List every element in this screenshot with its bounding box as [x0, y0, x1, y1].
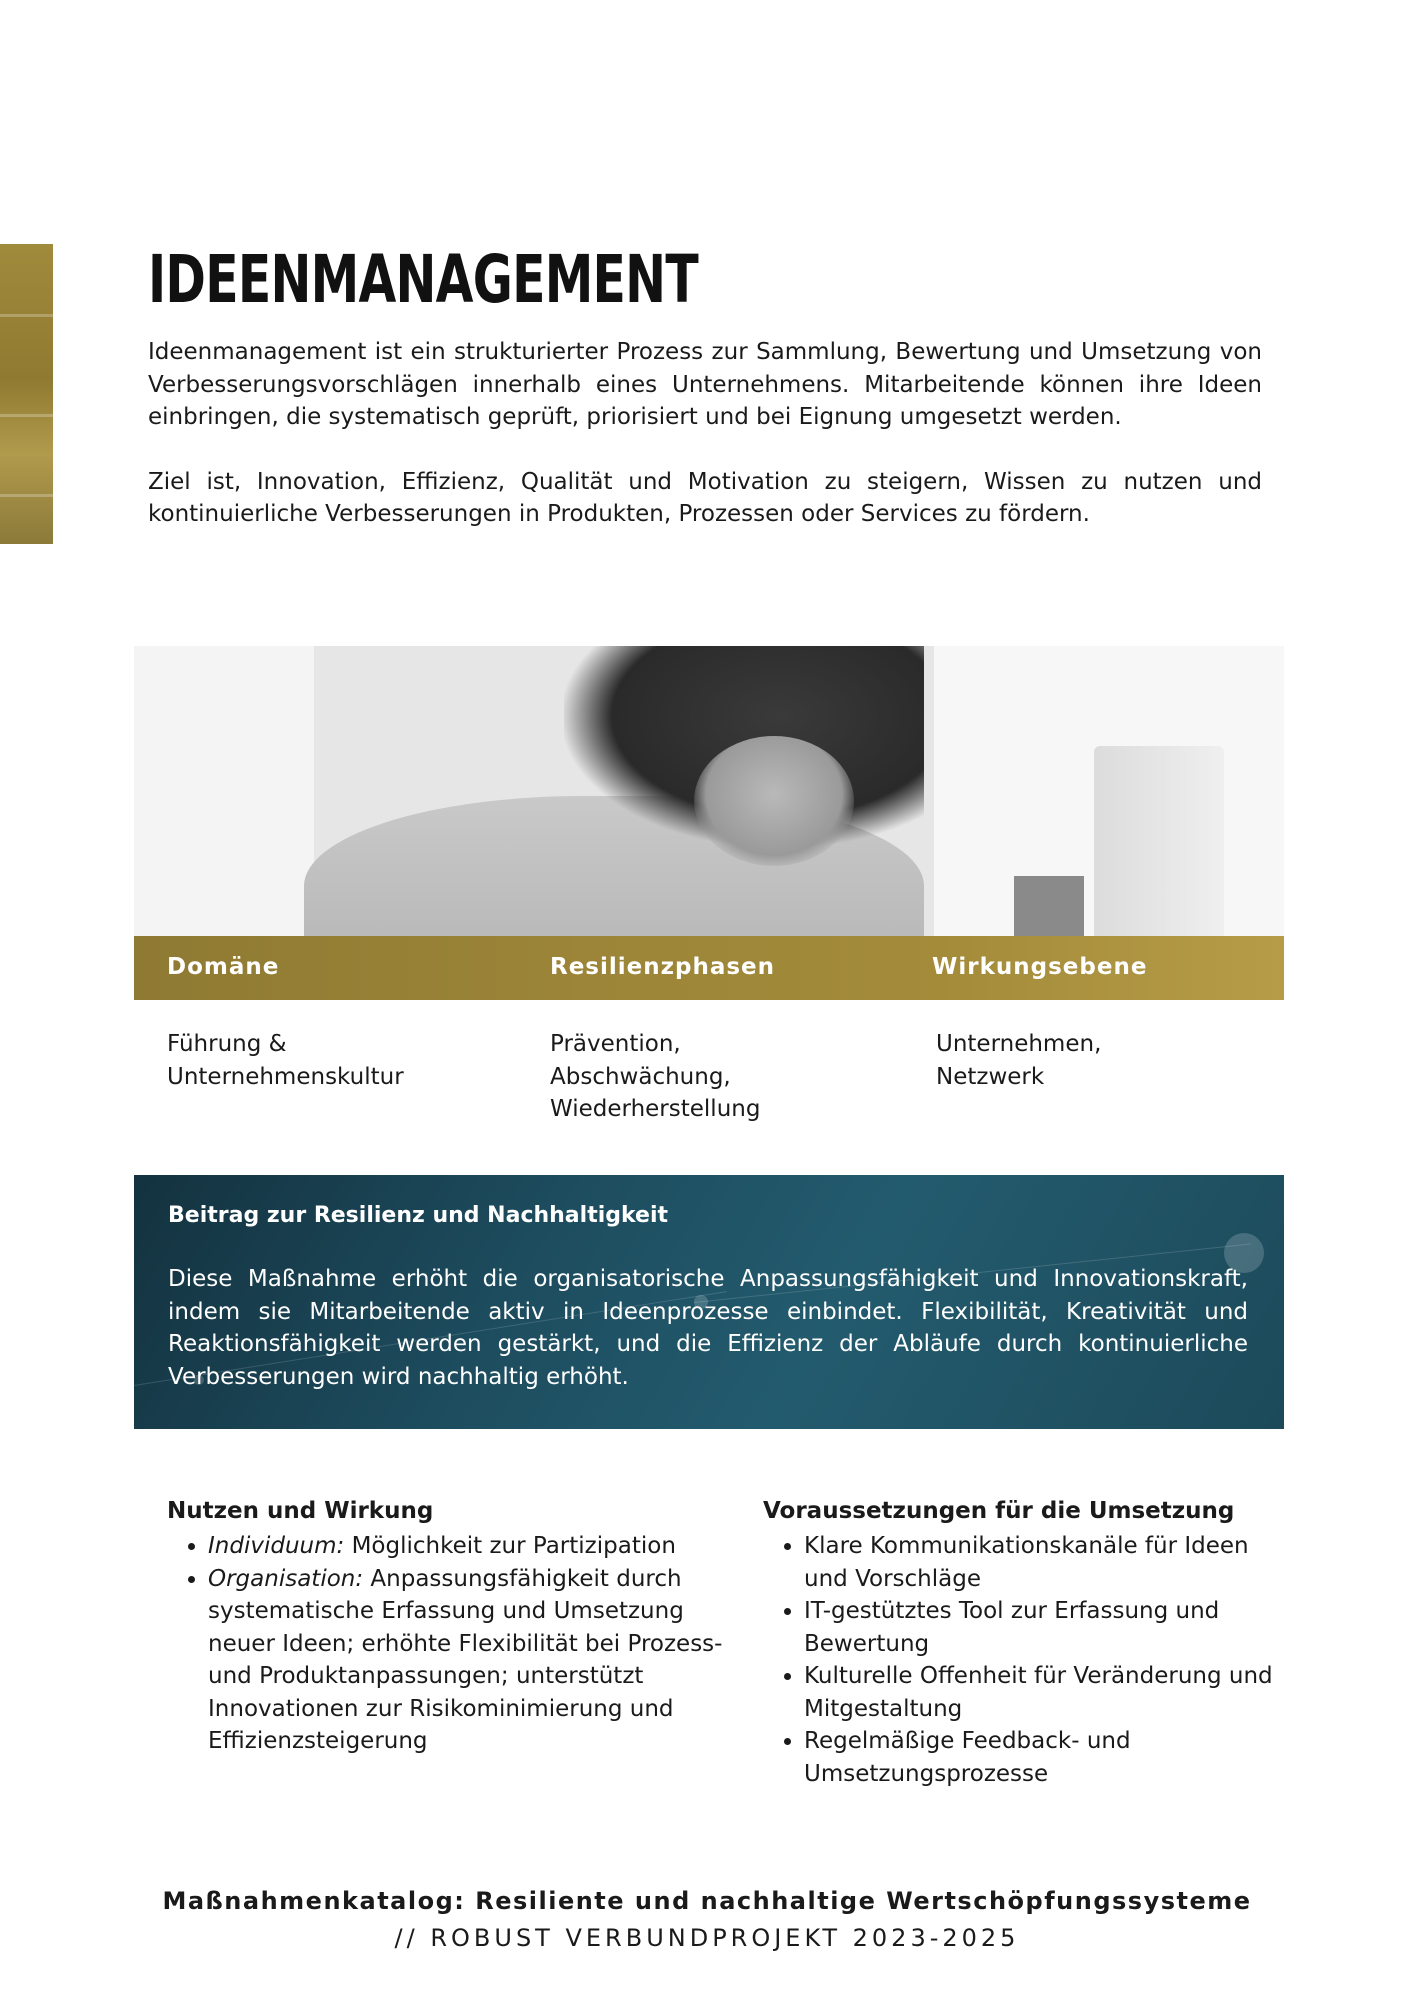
requirements-heading: Voraussetzungen für die Umsetzung: [763, 1498, 1235, 1524]
benefits-list: [167, 1530, 747, 1758]
benefits-section: [167, 1496, 747, 1758]
facet-header-phases: Resilienzphasen: [550, 954, 776, 980]
facet-value-line: Abschwächung,: [550, 1063, 731, 1090]
list-item-label: Individuum:: [208, 1533, 345, 1559]
list-item: [208, 1530, 747, 1563]
facet-value-domain: [167, 1028, 404, 1093]
facet-value-phases: [550, 1028, 760, 1126]
list-item: • Klare Kommunikationskanäle für Ideen und Vorschläge: [804, 1530, 1283, 1595]
requirements-section: [763, 1496, 1283, 1790]
list-item: • Kulturelle Offenheit für Veränderung und Mitgestaltung: [804, 1660, 1283, 1725]
facet-header-band: [134, 936, 1284, 1000]
header-photo: [134, 646, 1284, 936]
facet-value-line: Unternehmen,: [936, 1031, 1102, 1057]
facet-value-line: Führung &: [167, 1031, 287, 1057]
side-accent-image: [0, 244, 53, 544]
list-item-text: Anpassungsfähigkeit durch systematische Erfassung und Umsetzung neuer Ideen; erhöhte Flexibilität bei Prozess- und Produktanpassungen; unterstützt Innovationen zur Risikominimierung und Effizienzsteigerung: [208, 1565, 723, 1754]
facet-value-line: Prävention,: [550, 1031, 681, 1057]
contribution-box: [134, 1175, 1284, 1429]
footer-subtitle: // ROBUST VERBUNDPROJEKT 2023-2025: [394, 1924, 1020, 1952]
list-item: • IT-gestütztes Tool zur Erfassung und Bewertung: [804, 1595, 1283, 1660]
list-item: • Regelmäßige Feedback- und Umsetzungsprozesse: [804, 1725, 1283, 1790]
list-item-text: Möglichkeit zur Partizipation: [344, 1533, 676, 1559]
facet-value-line: Netzwerk: [936, 1063, 1045, 1090]
list-item: [208, 1563, 747, 1758]
facet-header-level: Wirkungsebene: [932, 954, 1148, 980]
facet-value-level: [936, 1028, 1101, 1093]
facet-value-line: Wiederherstellung: [550, 1096, 761, 1122]
page-title: IDEENMANAGEMENT: [148, 241, 698, 318]
intro-text: [148, 336, 1262, 563]
facet-header-domain: Domäne: [167, 954, 280, 980]
contribution-text: Diese Maßnahme erhöht die organisatorische Anpassungsfähigkeit und Innovationskraft, indem sie Mitarbeitende aktiv in Ideenprozesse einbindet. Flexibilität, Kreativität und Reaktionsfähigkeit werden gestärkt, und die Effizienz der Abläufe durch kontinuierliche Verbesserungen wird nachhaltig erhöht.: [168, 1266, 1248, 1390]
facet-value-line: Unternehmenskultur: [167, 1063, 404, 1090]
intro-paragraph: Ziel ist, Innovation, Effizienz, Qualität und Motivation zu steigern, Wissen zu nutzen und kontinuierliche Verbesserungen in Produkten, Prozessen oder Services zu fördern.: [148, 468, 1262, 527]
footer-title: Maßnahmenkatalog: Resiliente und nachhaltige Wertschöpfungssysteme: [162, 1887, 1252, 1915]
requirements-list: [763, 1530, 1283, 1790]
contribution-heading: Beitrag zur Resilienz und Nachhaltigkeit: [168, 1203, 669, 1228]
intro-paragraph: Ideenmanagement ist ein strukturierter Prozess zur Sammlung, Bewertung und Umsetzung von Verbesserungsvorschlägen innerhalb eines Unternehmens. Mitarbeitende können ihre Ideen einbringen, die systematisch geprüft, priorisiert und bei Eignung umgesetzt werden.: [148, 339, 1262, 430]
benefits-heading: Nutzen und Wirkung: [167, 1498, 434, 1524]
list-item-label: Organisation:: [208, 1565, 364, 1592]
